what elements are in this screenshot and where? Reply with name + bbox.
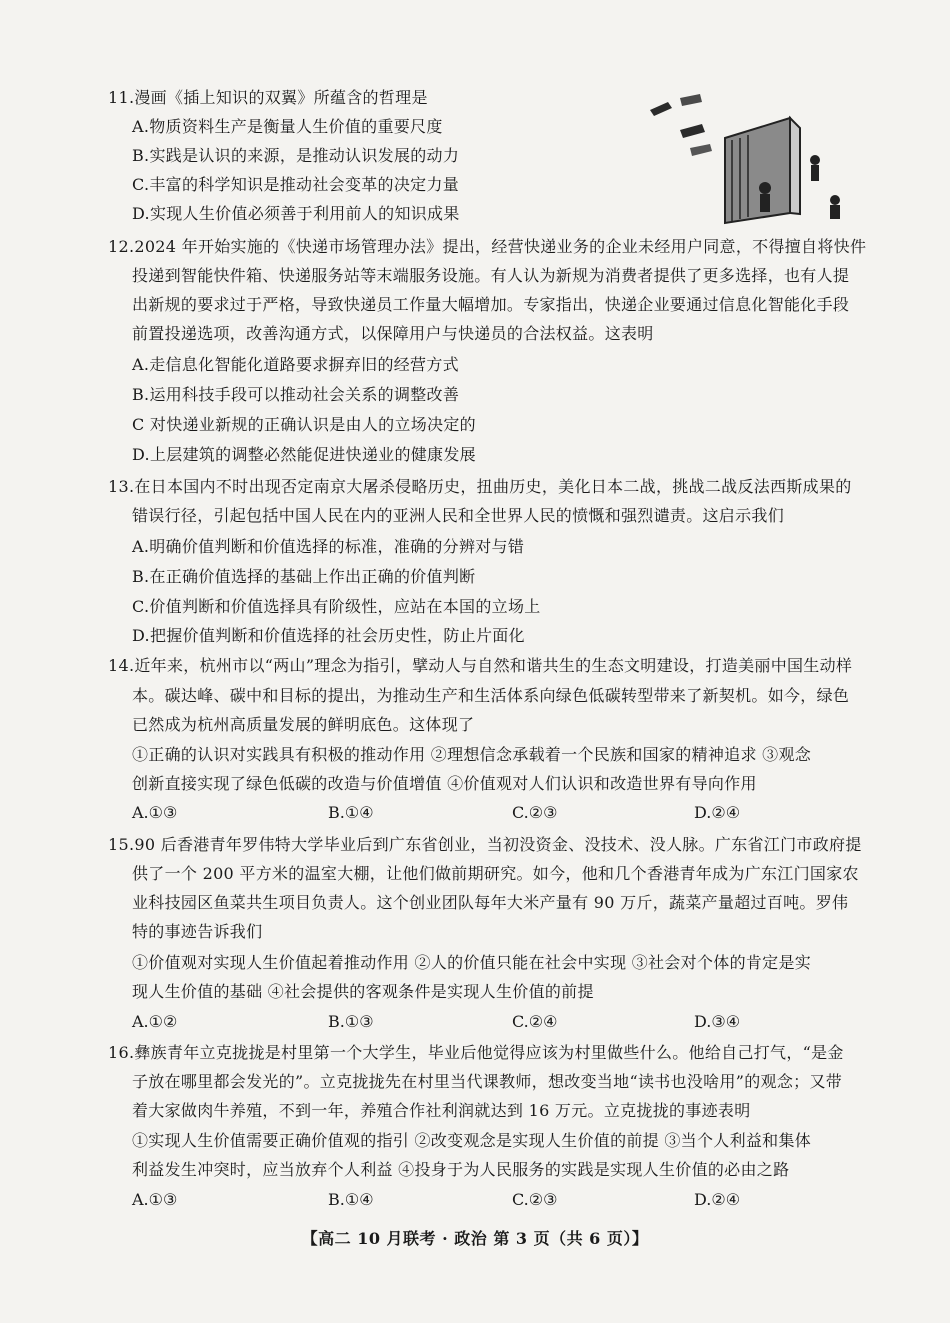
q14-stem-line3: 已然成为杭州高质量发展的鲜明底色。这体现了	[132, 715, 475, 734]
q11-option-a: A.物质资料生产是衡量人生价值的重要尺度	[132, 117, 443, 136]
page-footer: 【高二 10 月联考 · 政治 第 3 页（共 6 页）】	[301, 1229, 649, 1248]
q13-stem-line1: 13.在日本国内不时出现否定南京大屠杀侵略历史，扭曲历史，美化日本二战，挑战二战反法西斯成果的	[108, 477, 852, 496]
q11-option-b: B.实践是认识的来源，是推动认识发展的动力	[132, 146, 460, 165]
q14-stem-line1: 14.近年来，杭州市以“两山”理念为指引，擘动人与自然和谐共生的生态文明建设，打造美丽中国生动样	[108, 656, 853, 675]
q12-option-c: C 对快递业新规的正确认识是由人的立场决定的	[132, 415, 476, 434]
q12-stem-line3: 出新规的要求过于严格，导致快递员工作量大幅增加。专家指出，快递企业要通过信息化智能化手段	[132, 295, 850, 314]
q16-option-b: B.①④	[328, 1190, 374, 1209]
q11-option-c: C.丰富的科学知识是推动社会变革的决定力量	[132, 175, 460, 194]
q15-option-c: C.②④	[512, 1012, 558, 1031]
q16-stem-line3: 着大家做肉牛养殖，不到一年，养殖合作社利润就达到 16 万元。立克拢拢的事迹表明	[132, 1101, 751, 1120]
q14-statements-line2: 创新直接实现了绿色低碳的改造与价值增值 ④价值观对人们认识和改造世界有导向作用	[132, 774, 757, 793]
q12-option-a: A.走信息化智能化道路要求摒弃旧的经营方式	[132, 355, 459, 374]
q12-option-b: B.运用科技手段可以推动社会关系的调整改善	[132, 385, 460, 404]
q14-stem-line2: 本。碳达峰、碳中和目标的提出，为推动生产和生活体系向绿色低碳转型带来了新契机。如今，绿色	[132, 686, 850, 705]
q15-stem-line1: 15.90 后香港青年罗伟特大学毕业后到广东省创业，当初没资金、没技术、没人脉。广东省江门市政府提	[108, 835, 862, 854]
q16-option-a: A.①③	[132, 1190, 178, 1209]
q16-option-d: D.②④	[694, 1190, 741, 1209]
q15-stem-line2: 供了一个 200 平方米的温室大棚，让他们做前期研究。如今，他和几个香港青年成为广东江门国家农	[132, 864, 859, 883]
q12-stem-line4: 前置投递选项，改善沟通方式，以保障用户与快递员的合法权益。这表明	[132, 324, 654, 343]
q11-option-d: D.实现人生价值必须善于利用前人的知识成果	[132, 204, 460, 223]
q13-option-b: B.在正确价值选择的基础上作出正确的价值判断	[132, 567, 476, 586]
cartoon-illustration	[640, 88, 852, 228]
q13-option-d: D.把握价值判断和价值选择的社会历史性，防止片面化	[132, 626, 525, 645]
q12-stem-line2: 投递到智能快件箱、快递服务站等末端服务设施。有人认为新规为消费者提供了更多选择，也有人提	[132, 266, 850, 285]
q13-option-c: C.价值判断和价值选择具有阶级性，应站在本国的立场上	[132, 597, 541, 616]
q13-stem-line2: 错误行径，引起包括中国人民在内的亚洲人民和全世界人民的愤慨和强烈谴责。这启示我们	[132, 506, 785, 525]
q15-statements-line1: ①价值观对实现人生价值起着推动作用 ②人的价值只能在社会中实现 ③社会对个体的肯定是实	[132, 953, 812, 972]
q16-statements-line2: 利益发生冲突时，应当放弃个人利益 ④投身于为人民服务的实践是实现人生价值的必由之路	[132, 1160, 790, 1179]
q16-stem-line1: 16.彝族青年立克拢拢是村里第一个大学生，毕业后他觉得应该为村里做些什么。他给自己打气，“是金	[108, 1043, 844, 1062]
q14-option-b: B.①④	[328, 803, 374, 822]
q12-option-d: D.上层建筑的调整必然能促进快递业的健康发展	[132, 445, 476, 464]
q15-option-d: D.③④	[694, 1012, 741, 1031]
q14-statements-line1: ①正确的认识对实践具有积极的推动作用 ②理想信念承载着一个民族和国家的精神追求 ③观念	[132, 745, 812, 764]
q14-option-d: D.②④	[694, 803, 741, 822]
q15-option-b: B.①③	[328, 1012, 374, 1031]
q11-stem: 11.漫画《插上知识的双翼》所蕴含的哲理是	[108, 88, 428, 107]
q14-option-c: C.②③	[512, 803, 558, 822]
q13-option-a: A.明确价值判断和价值选择的标准，准确的分辨对与错	[132, 537, 525, 556]
q15-stem-line3: 业科技园区鱼菜共生项目负责人。这个创业团队每年大米产量有 90 万斤，蔬菜产量超过百吨。罗伟	[132, 893, 849, 912]
q15-stem-line4: 特的事迹告诉我们	[132, 922, 263, 941]
q16-option-c: C.②③	[512, 1190, 558, 1209]
q12-stem-line1: 12.2024 年开始实施的《快递市场管理办法》提出，经营快递业务的企业未经用户同意，不得擅自将快件	[108, 237, 867, 256]
q14-option-a: A.①③	[132, 803, 178, 822]
q16-stem-line2: 子放在哪里都会发光的”。立克拢拢先在村里当代课教师，想改变当地“读书也没啥用”的观念；又带	[132, 1072, 843, 1091]
q15-option-a: A.①②	[132, 1012, 178, 1031]
q16-statements-line1: ①实现人生价值需要正确价值观的指引 ②改变观念是实现人生价值的前提 ③当个人利益和集体	[132, 1131, 812, 1150]
q15-statements-line2: 现人生价值的基础 ④社会提供的客观条件是实现人生价值的前提	[132, 982, 594, 1001]
